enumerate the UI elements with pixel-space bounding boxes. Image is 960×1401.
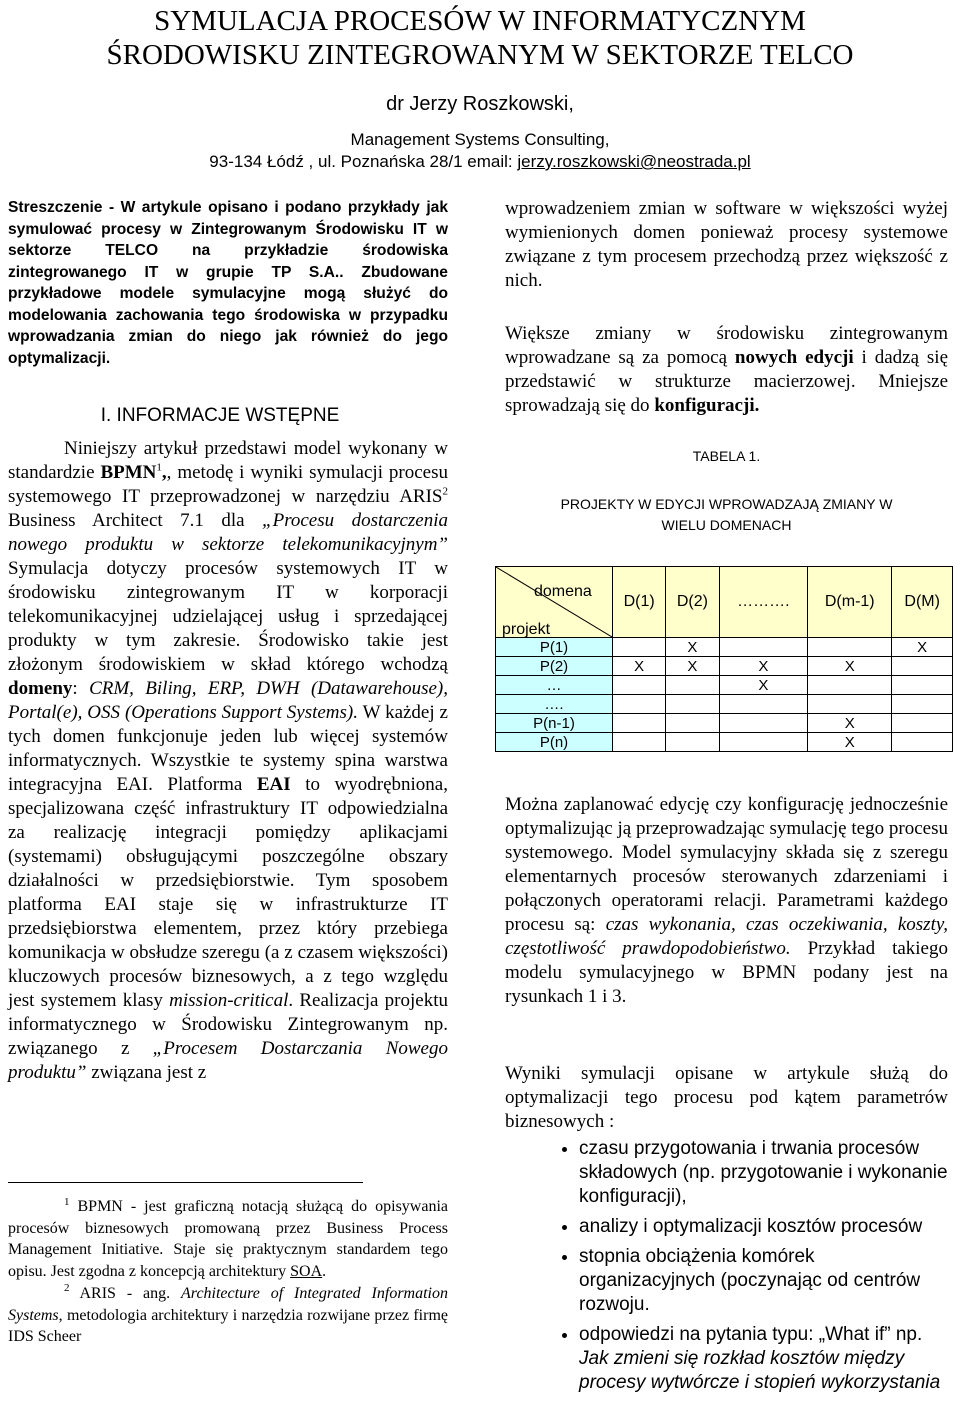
table-cell xyxy=(613,733,666,752)
p2-seg: i dadzą się przedstawić w strukturze macierzowej. Mniejsze sprowadzają się do xyxy=(505,347,949,416)
bullet-text: odpowiedzi na pytania typu: „What if” np. xyxy=(579,1324,923,1345)
table-cell xyxy=(808,638,892,657)
p3-seg: Przykład takiego modelu symulacyjnego w BPMN podany jest na rysunkach 1 i 3. xyxy=(505,938,948,1007)
table-cell xyxy=(613,638,666,657)
table-cell xyxy=(719,733,808,752)
body-seg: związana jest z xyxy=(86,1062,207,1083)
row-label: P(2) xyxy=(496,657,613,676)
table-cell: X xyxy=(613,657,666,676)
row-label: P(n-1) xyxy=(496,714,613,733)
p3-seg: Można zaplanować edycję czy konfigurację jednocześnie optymalizując ją przeprowadzając symulację tego procesu systemowego. Model symulacyjny składa się z szeregu elementarnych procesów sterowanych zdarzeniami i połączonych operatorami relacji. Parametrami każdego procesu są: xyxy=(505,794,948,935)
bpmn-term: BPMN xyxy=(100,462,157,483)
footnote-num-1: 1 xyxy=(64,1195,70,1208)
body-text-left xyxy=(8,437,448,1085)
table-cell xyxy=(719,714,808,733)
table-cell xyxy=(808,695,892,714)
footnote-text: BPMN - jest graficzną notacją służącą do opisywania procesów biznesowych promowaną przez Business Process Management Initiative. Staje się praktycznym standardem tego opisu. Jest zgodna z koncepcją architektury xyxy=(8,1198,448,1281)
body-seg: : xyxy=(72,678,90,699)
address-text: 93-134 Łódź , ul. Poznańska 28/1 email: xyxy=(209,152,518,171)
author-address xyxy=(0,152,960,172)
table-cell xyxy=(666,733,719,752)
table-cell xyxy=(719,695,808,714)
footnote-text: . xyxy=(322,1263,327,1281)
corner-projekt: projekt xyxy=(502,621,551,638)
table-cell: X xyxy=(719,676,808,695)
footnote-text: , metodologia architektury i narzędzia rozwijane przez firmę IDS Scheer xyxy=(8,1306,448,1346)
corner-domena: domena xyxy=(534,583,592,600)
row-label: …. xyxy=(496,695,613,714)
body-italic: „Procesem Dostarczania Nowego produktu” xyxy=(8,1038,448,1083)
table-cell: X xyxy=(719,657,808,676)
table-label: TABELA 1. xyxy=(692,448,761,464)
table-cell xyxy=(892,714,953,733)
col-header: ………. xyxy=(719,567,808,638)
row-label: … xyxy=(496,676,613,695)
body-seg: , metodę i wyniki symulacji procesu systemowego IT przeprowadzonej w narzędziu ARIS xyxy=(8,462,448,507)
table-cell xyxy=(892,695,953,714)
table-row xyxy=(496,676,953,695)
title-line-2: ŚRODOWISKU ZINTEGROWANYM W SEKTORZE TELCO xyxy=(106,39,854,71)
table-corner-cell xyxy=(496,567,613,638)
table-cell: X xyxy=(666,657,719,676)
email-link[interactable]: jerzy.roszkowski@neostrada.pl xyxy=(517,152,751,171)
author-company: Management Systems Consulting, xyxy=(350,130,610,149)
body-seg: to wyodrębniona, specjalizowana część infrastruktury IT odpowiedzialna za realizację integracji pomiędzy aplikacjami (systemami) obsługującymi poszczególne obszary działalności w przedsiębiorstwie. Tym sposobem platforma EAI staje się w infrastrukturze IT przedsiębiorstwa elementem, przez który przebiega komunikacja w obsłudze szeregu (a z czasem większości) kluczowych procesów biznesowych, a z tego względu jest systemem klasy xyxy=(8,774,448,1011)
table-cell: X xyxy=(808,714,892,733)
title-line-1: SYMULACJA PROCESÓW W INFORMATYCZNYM xyxy=(154,5,806,37)
table-cell: X xyxy=(892,638,953,657)
right-paragraph-4: Wyniki symulacji opisane w artykule służą do optymalizacji tego procesu pod kątem parametrów biznesowych : xyxy=(505,1063,948,1132)
table-cell xyxy=(613,695,666,714)
p2-bold: konfiguracji. xyxy=(654,395,760,416)
table-cell: X xyxy=(808,733,892,752)
footnote-1 xyxy=(8,1196,448,1283)
table-cell xyxy=(892,676,953,695)
table-cell xyxy=(666,676,719,695)
col-header: D(m-1) xyxy=(808,567,892,638)
footnote-ref-1[interactable]: 1 xyxy=(156,461,162,474)
table-caption xyxy=(505,494,948,536)
table-cell xyxy=(613,676,666,695)
table-row xyxy=(496,657,953,676)
table-row xyxy=(496,714,953,733)
col-header: D(2) xyxy=(666,567,719,638)
footnote-2 xyxy=(8,1283,448,1348)
row-label: P(1) xyxy=(496,638,613,657)
body-seg: Symulacja dotyczy procesów systemowych IT w środowisku zintegrowanym IT w korporacji telekomunikacyjnej udzielającej usług i sprzedającej produkty w tym zakresie. Środowisko takie jest złożonym środowiskiem w skład którego wchodzą xyxy=(8,558,448,675)
list-item xyxy=(579,1323,948,1395)
col-header: D(M) xyxy=(892,567,953,638)
footnote-text: ARIS - ang. xyxy=(69,1284,182,1302)
footnotes xyxy=(8,1196,448,1348)
table-cell xyxy=(892,733,953,752)
right-paragraph-3 xyxy=(505,793,948,1009)
bullet-list xyxy=(505,1137,948,1401)
table-cell xyxy=(666,695,719,714)
table-cell: X xyxy=(808,657,892,676)
body-italic: CRM, Biling, ERP, DWH (Datawarehouse), Portal(e), OSS (Operations Support Systems). xyxy=(8,678,449,723)
table-row xyxy=(496,638,953,657)
p2-bold: nowych edycji xyxy=(734,347,854,368)
body-seg: W każdej z tych domen funkcjonuje jeden lub więcej systemów informatycznych. Wszystkie te systemy spina warstwa integracyjna EAI. Platforma xyxy=(8,702,448,795)
list-item: • analizy i optymalizacji kosztów procesów xyxy=(579,1215,948,1239)
body-seg: . Realizacja projektu informatycznego w Środowisku Zintegrowanym np. związanego z xyxy=(8,990,449,1059)
body-seg: Niniejszy artykuł przedstawi model wykonany w standardzie xyxy=(8,438,448,483)
list-item: • czasu przygotowania i trwania procesów składowych (np. przygotowanie i wykonanie konfiguracji), xyxy=(579,1137,948,1209)
table-row xyxy=(496,733,953,752)
body-seg: Business Architect 7.1 dla xyxy=(8,510,263,531)
row-label: P(n) xyxy=(496,733,613,752)
table-cell xyxy=(892,657,953,676)
list-item: • stopnia obciążenia komórek organizacyjnych (poczynając od centrów rozwoju. xyxy=(579,1245,948,1317)
right-paragraph-1: wprowadzeniem zmian w software w większości wyżej wymienionych domen ponieważ procesy systemowe związane z tym procesem przechodzą przez większość z nich. xyxy=(505,198,948,291)
table-row xyxy=(496,695,953,714)
p3-italic: czas wykonania, czas oczekiwania, koszty, częstotliwość prawdopodobieństwo. xyxy=(505,914,948,959)
domeny-term: domeny xyxy=(8,678,73,699)
table-cell: X xyxy=(666,638,719,657)
table-caption-line-2: WIELU DOMENACH xyxy=(661,517,792,533)
body-italic: „Procesu dostarczenia nowego produktu w sektorze telekomunikacyjnym” xyxy=(8,510,448,555)
right-paragraph-2 xyxy=(505,322,948,418)
eai-term: EAI xyxy=(256,774,291,795)
p2-seg: Większe zmiany w środowisku zintegrowanym wprowadzane są za pomocą xyxy=(505,323,948,368)
table-cell xyxy=(719,638,808,657)
body-seg: , xyxy=(161,462,167,483)
table-cell xyxy=(613,714,666,733)
table-caption-line-1: PROJEKTY W EDYCJI WPROWADZAJĄ ZMIANY W xyxy=(560,496,893,512)
footnote-separator xyxy=(8,1182,363,1183)
soa-link[interactable]: SOA xyxy=(290,1263,323,1281)
bullet-italic: Jak zmieni się rozkład kosztów między procesy wytwórcze i stopień wykorzystania xyxy=(579,1348,941,1393)
matrix-table xyxy=(495,566,953,762)
section-heading: I. INFORMACJE WSTĘPNE xyxy=(100,405,340,426)
col-header: D(1) xyxy=(613,567,666,638)
body-italic: mission-critical xyxy=(169,990,289,1011)
author-name: dr Jerzy Roszkowski, xyxy=(386,93,574,115)
table-cell xyxy=(666,714,719,733)
table-cell xyxy=(808,676,892,695)
abstract: Streszczenie - W artykule opisano i podano przykłady jak symulować procesy w Zintegrowanym Środowisku IT w sektorze TELCO na przykładzie środowiska zintegrowanego IT w grupie TP S.A.. Zbudowane przykładowe modele symulacyjne mogą służyć do modelowania zachowania tego środowiska w przypadku wprowadzania zmian do niego jak również do jego optymalizacji. xyxy=(8,199,448,367)
footnote-num-2: 2 xyxy=(64,1282,70,1295)
footnote-ref-2[interactable]: 2 xyxy=(442,485,448,498)
footnote-italic: Architecture of Integrated Information Systems xyxy=(8,1284,448,1324)
